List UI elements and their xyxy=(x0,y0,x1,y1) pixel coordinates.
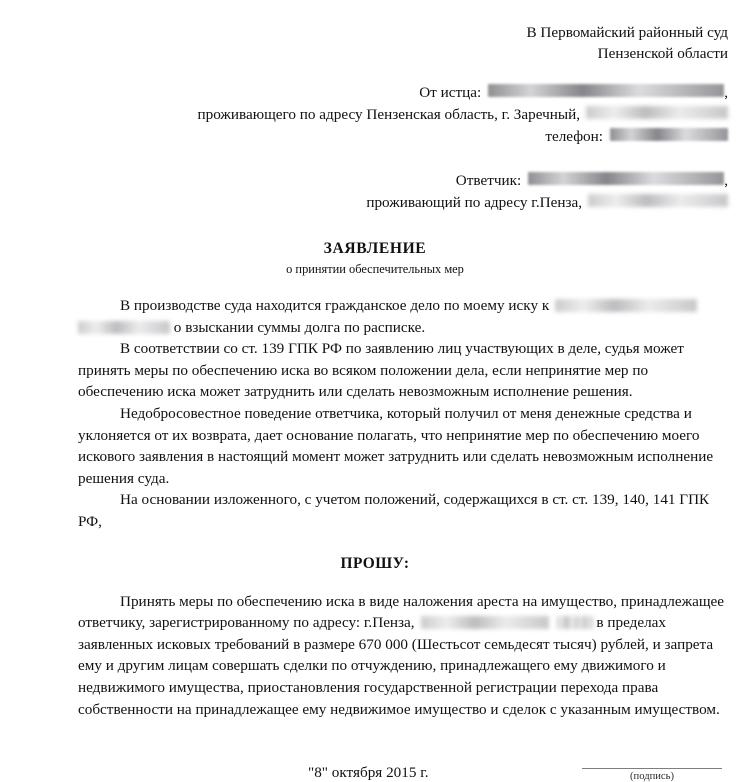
plaintiff-name-comma: , xyxy=(724,84,728,101)
paragraph-legal-basis: На основании изложенного, с учетом положений, содержащихся в ст. ст. 139, 140, 141 ГПК РФ, xyxy=(78,491,710,530)
plaintiff-name-redaction xyxy=(488,84,724,97)
defendant-label: Ответчик: xyxy=(455,172,522,189)
request-address-redaction-a xyxy=(421,616,549,629)
signature-caption: (подпись) xyxy=(630,771,674,782)
defendant-address-label: проживающий по адресу г.Пенза, xyxy=(366,194,582,211)
request-address-redaction-c xyxy=(579,616,593,629)
defendant-address-line xyxy=(0,192,728,214)
paragraph-case-pending-run-1: В производстве суда находится гражданское дело по моему иску к xyxy=(120,297,550,314)
defendant-address-redaction xyxy=(588,194,728,207)
plaintiff-block xyxy=(0,82,750,148)
signature-rule xyxy=(582,768,722,769)
defendant-name-line xyxy=(0,170,728,192)
case-defendant-name-redaction-a xyxy=(555,299,697,312)
document-subtitle: о принятии обеспечительных мер xyxy=(286,262,464,276)
plaintiff-address-redaction xyxy=(586,106,728,119)
paragraph-bad-faith-conduct: Недобросовестное поведение ответчика, который получил от меня денежные средства и уклоняется от их возврата, дает основание полагать, что непринятие мер по обеспечению моего искового заявления в настоящий момент может затруднить или сделать невозможным исполнение решения суда. xyxy=(78,404,714,487)
plaintiff-address-label: проживающего по адресу Пензенская область, г. Заречный, xyxy=(197,106,580,123)
court-address-block xyxy=(0,22,750,64)
defendant-name-comma: , xyxy=(724,172,728,189)
plaintiff-address-line xyxy=(0,104,728,126)
paragraph-case-pending-run-2: о взыскании суммы долга по расписке. xyxy=(173,318,426,336)
document-title: ЗАЯВЛЕНИЕ xyxy=(323,240,427,257)
request-address-redaction-b xyxy=(557,616,579,629)
request-run-1: Принять меры по обеспечению иска в виде наложения ареста на имущество, принадлежащее ответчику, зарегистрированному по адресу: г.Пенза, xyxy=(78,592,725,632)
plaintiff-phone-label: телефон: xyxy=(545,128,603,145)
signature-area xyxy=(582,768,722,782)
signature-date: "8" октября 2015 г. xyxy=(308,764,429,782)
plaintiff-from-label: От истца: xyxy=(419,84,482,101)
plaintiff-phone-redaction xyxy=(610,128,728,141)
plaintiff-phone-line xyxy=(0,126,728,148)
case-defendant-name-redaction-b xyxy=(78,321,170,334)
plaintiff-name-line xyxy=(0,82,728,104)
request-run-2: в пределах заявленных исковых требований в размере 670 000 (Шестьсот семьдесят тысяч) рублей, и запрета ему и другим лицам совершать сделки по отчуждению, принадлежащего ему движимого и недвижимого имущества, приостановления государственной регистрации перехода права собственности на принадлежащее ему недвижимое имущество и сделок с указанным имуществом. xyxy=(78,614,720,718)
paragraph-case-pending xyxy=(0,295,750,338)
defendant-block xyxy=(0,170,750,214)
court-name-line-2: Пензенской области xyxy=(597,45,728,62)
paragraph-request-body xyxy=(0,591,750,721)
paragraph-article-139: В соответствии со ст. 139 ГПК РФ по заявлению лиц участвующих в деле, судья может принять меры по обеспечению иска во всяком положении дела, если непринятие мер по обеспечению иска может затруднить или сделать невозможным исполнение решения. xyxy=(78,340,684,401)
defendant-name-redaction xyxy=(528,172,724,185)
document-footer xyxy=(0,764,750,782)
request-heading: ПРОШУ: xyxy=(340,554,410,572)
court-name-line-1: В Первомайский районный суд xyxy=(526,24,728,41)
